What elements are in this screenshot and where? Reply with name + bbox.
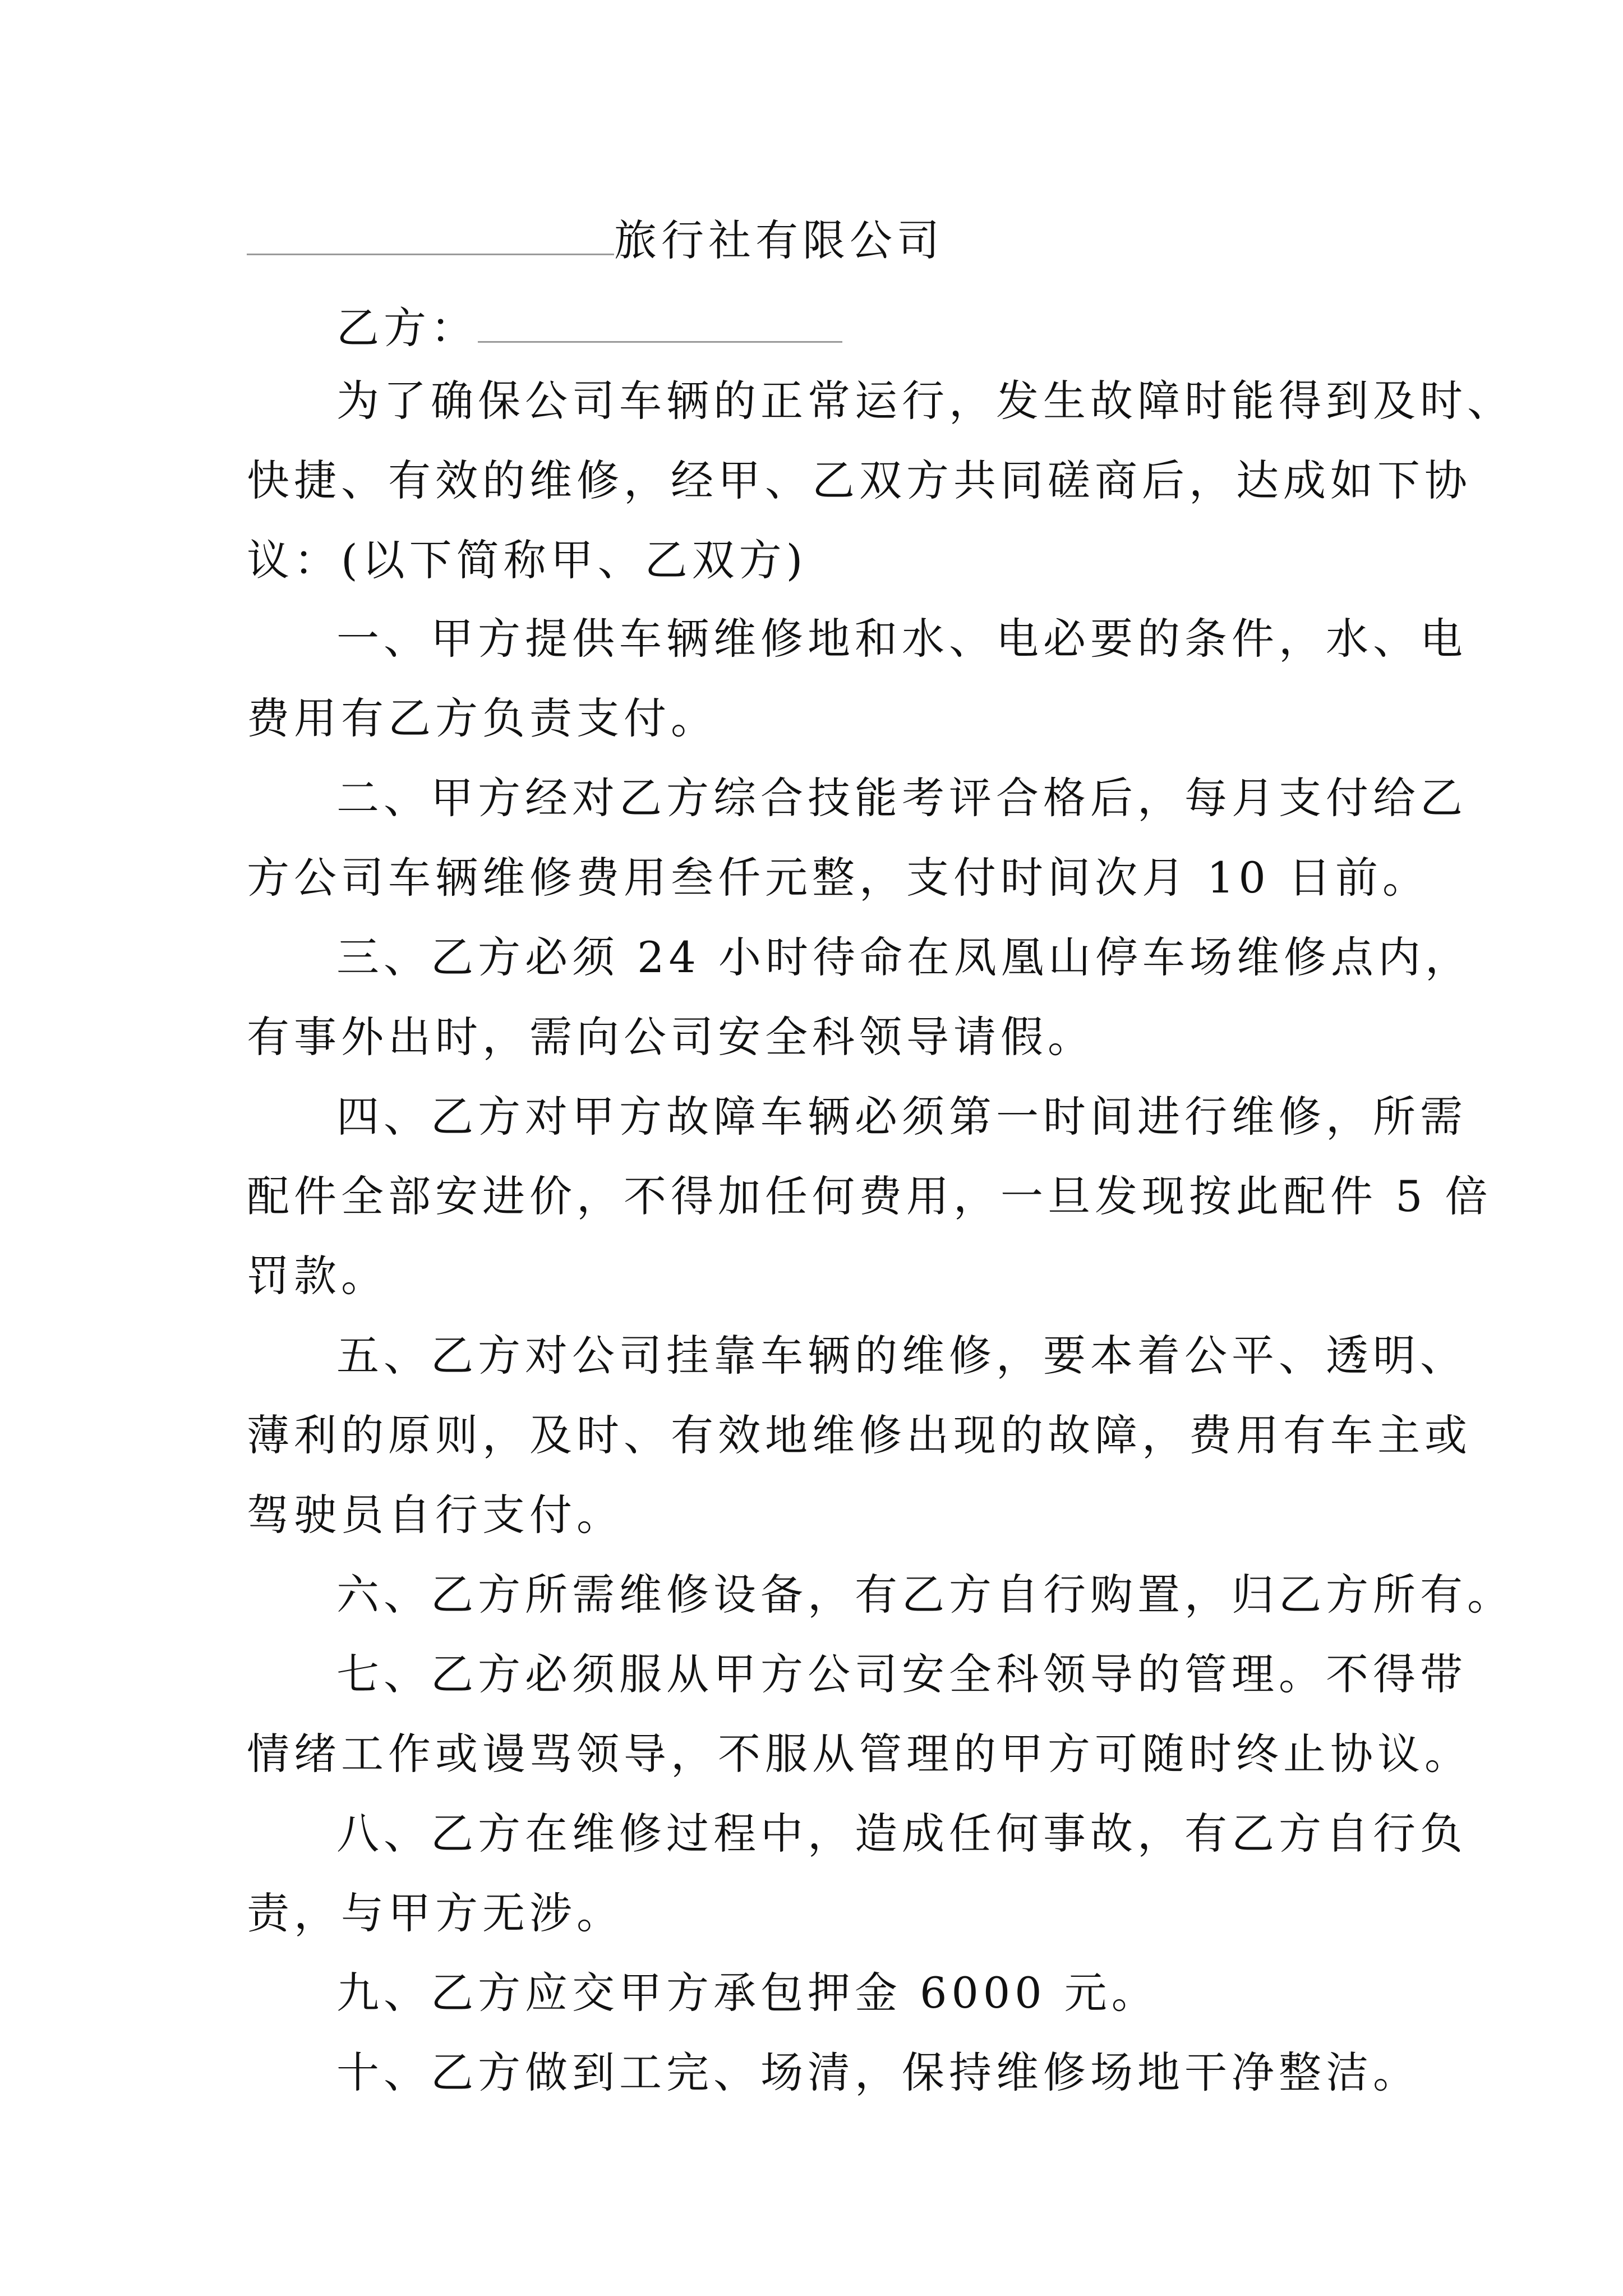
clause-1-line-1: 一、甲方提供车辆维修地和水、电必要的条件，水、电	[336, 614, 1467, 664]
clause-2-line-2: 方公司车辆维修费用叁仟元整，支付时间次月 10 日前。	[247, 853, 1430, 903]
clause-7-line-2: 情绪工作或谩骂领导，不服从管理的甲方可随时终止协议。	[247, 1729, 1472, 1779]
clause-4-line-2: 配件全部安进价，不得加任何费用，一旦发现按此配件 5 倍	[247, 1171, 1492, 1221]
party-b-blank	[478, 296, 842, 343]
para-intro-line-2: 快捷、有效的维修，经甲、乙双方共同磋商后，达成如下协	[247, 455, 1472, 505]
party-b-line	[336, 296, 842, 359]
para-intro-line-1: 为了确保公司车辆的正常运行，发生故障时能得到及时、	[336, 376, 1514, 426]
clause-3-line-2: 有事外出时，需向公司安全科领导请假。	[247, 1012, 1095, 1062]
clause-5-line-2: 薄利的原则，及时、有效地维修出现的故障，费用有车主或	[247, 1410, 1472, 1460]
company-line	[247, 209, 944, 272]
clause-4-line-3: 罚款。	[247, 1251, 388, 1301]
company-suffix: 旅行社有限公司	[614, 215, 944, 265]
clause-9-line-1: 九、乙方应交甲方承包押金 6000 元。	[336, 1968, 1159, 2018]
clause-6-line-1: 六、乙方所需维修设备，有乙方自行购置，归乙方所有。	[336, 1570, 1514, 1619]
clause-10-line-1: 十、乙方做到工完、场清，保持维修场地干净整洁。	[336, 2047, 1420, 2097]
clause-3-line-1: 三、乙方必须 24 小时待命在凤凰山停车场维修点内，	[336, 932, 1473, 982]
clause-8-line-2: 责，与甲方无涉。	[247, 1888, 624, 1938]
party-b-label: 乙方：	[336, 303, 478, 353]
company-name-blank	[247, 209, 614, 255]
clause-7-line-1: 七、乙方必须服从甲方公司安全科领导的管理。不得带	[336, 1649, 1467, 1699]
clause-2-line-1: 二、甲方经对乙方综合技能考评合格后，每月支付给乙	[336, 773, 1467, 823]
clause-4-line-1: 四、乙方对甲方故障车辆必须第一时间进行维修，所需	[336, 1092, 1467, 1142]
clause-5-line-1: 五、乙方对公司挂靠车辆的维修，要本着公平、透明、	[336, 1331, 1467, 1381]
clause-1-line-2: 费用有乙方负责支付。	[247, 693, 718, 743]
clause-8-line-1: 八、乙方在维修过程中，造成任何事故，有乙方自行负	[336, 1809, 1467, 1858]
para-intro-line-3: 议：(以下简称甲、乙双方)	[247, 535, 808, 585]
clause-5-line-3: 驾驶员自行支付。	[247, 1490, 624, 1540]
